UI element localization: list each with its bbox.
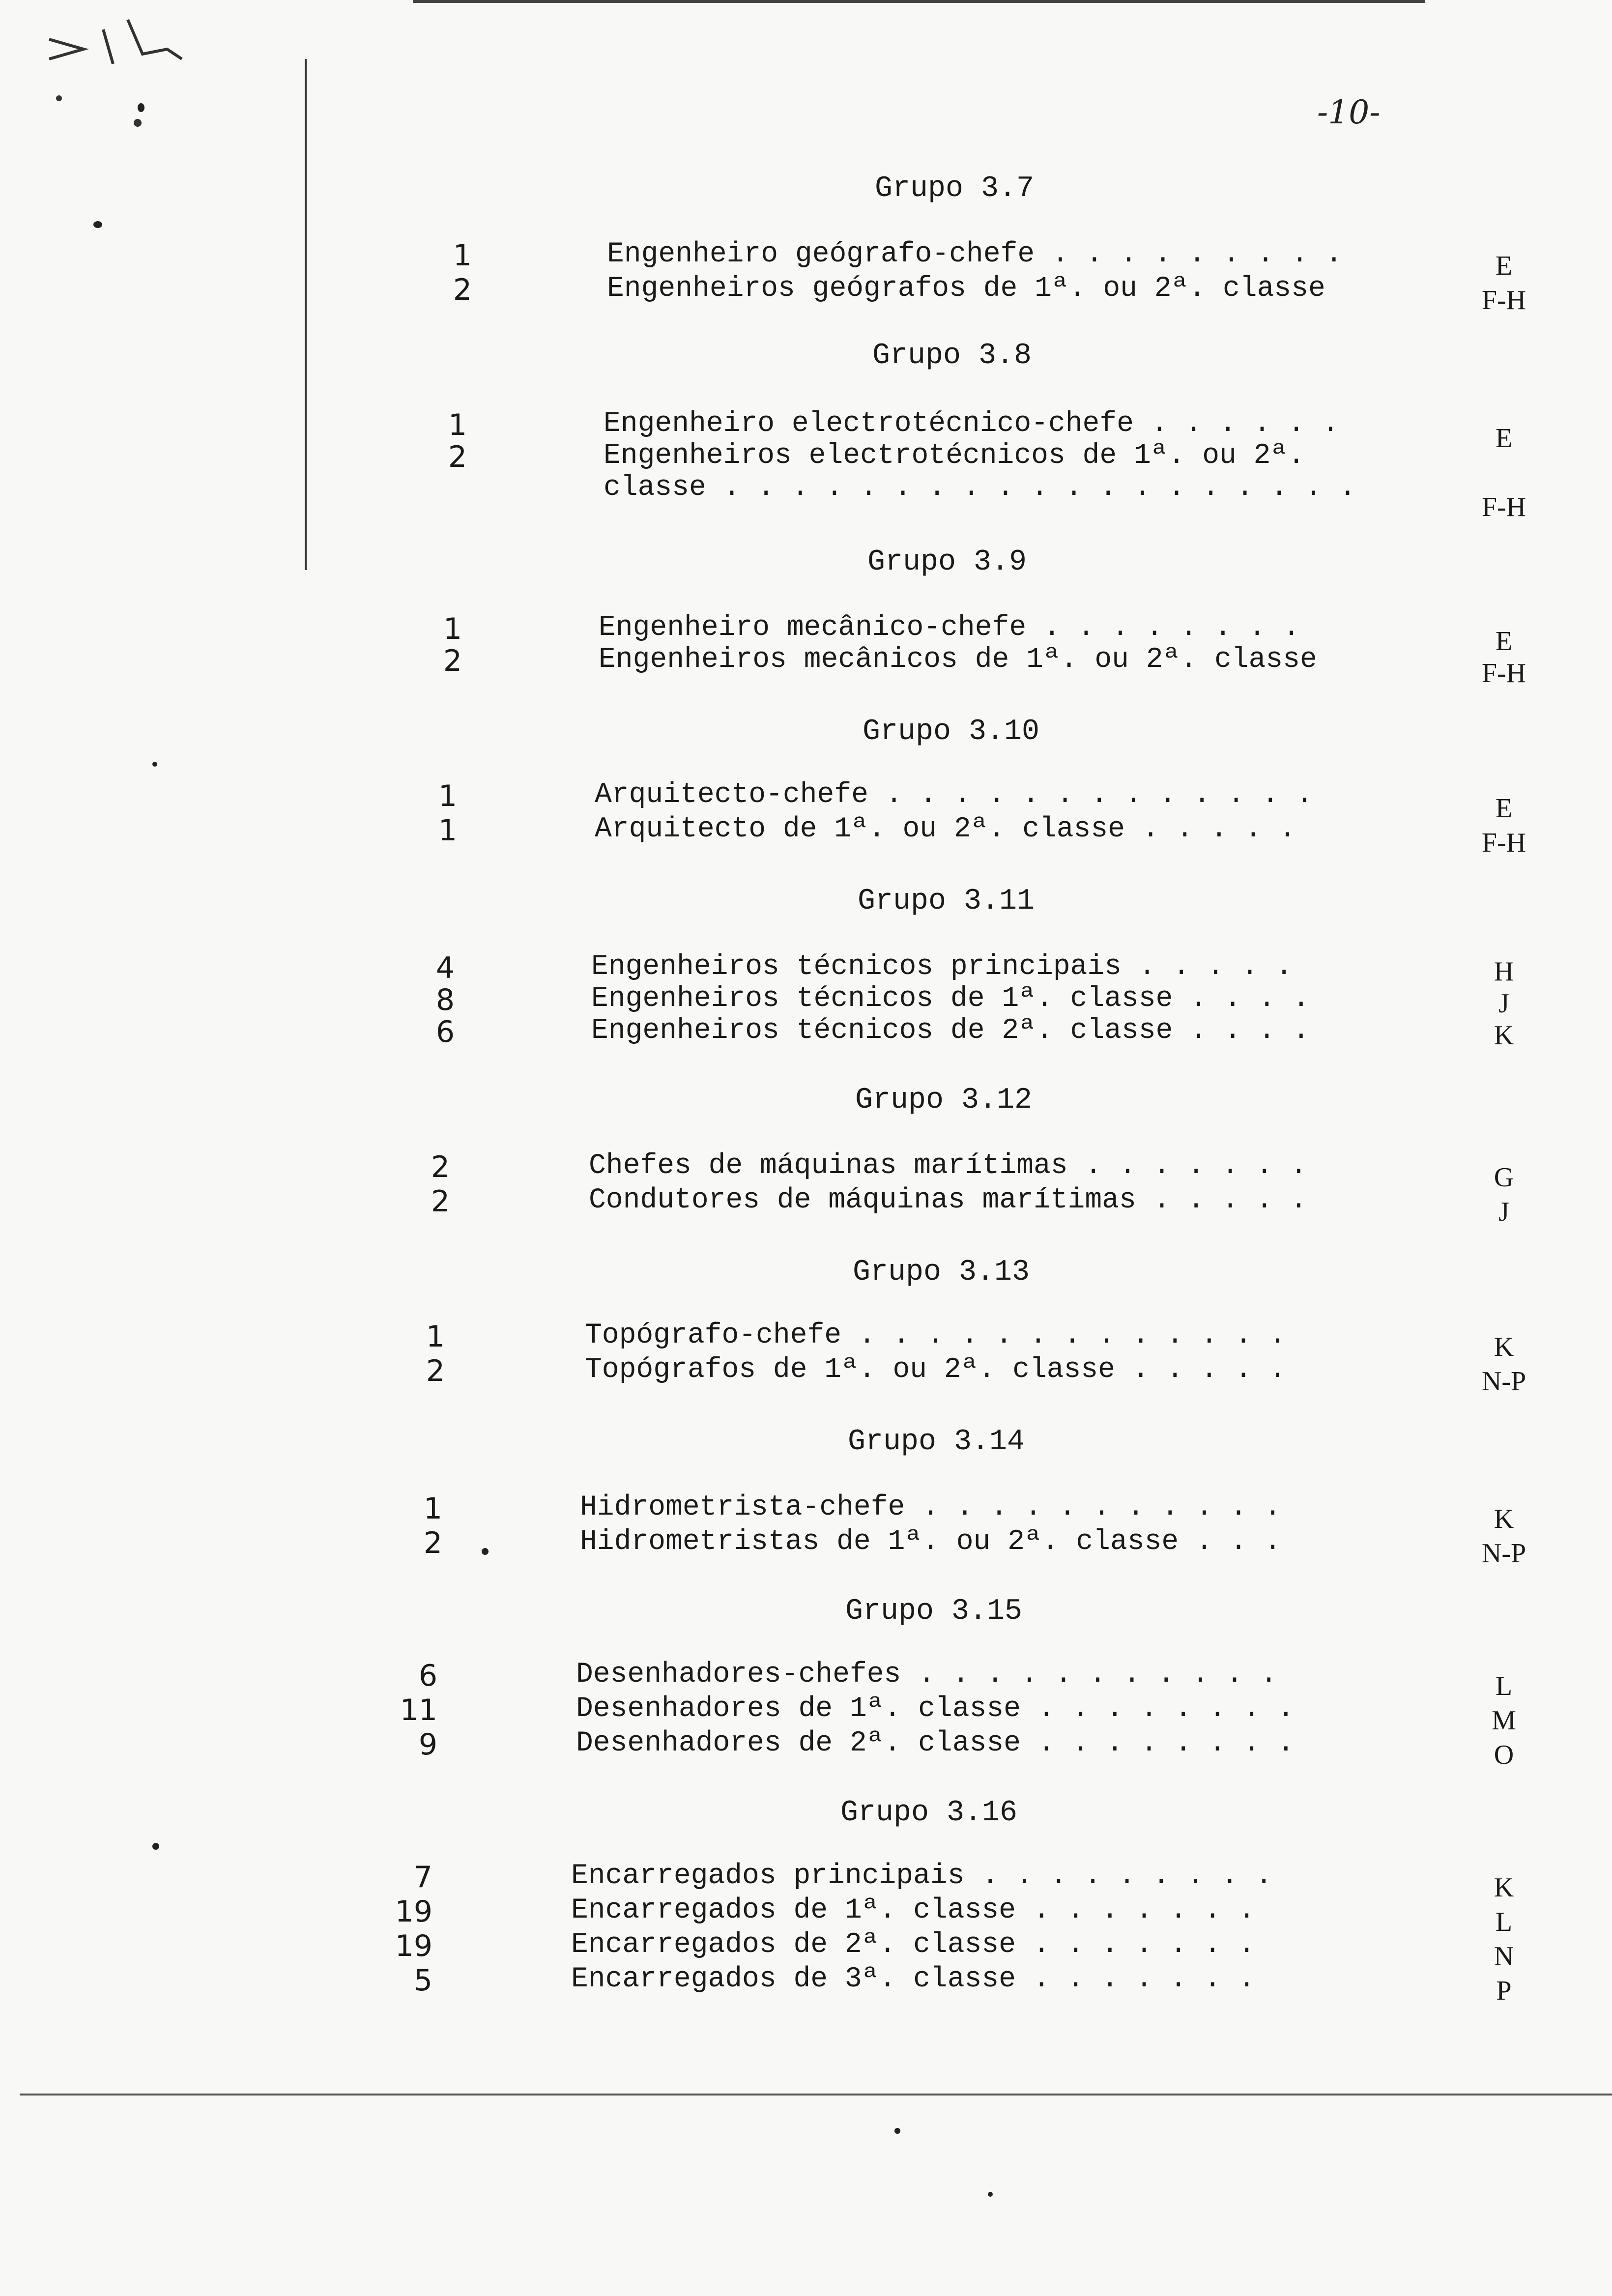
table-row <box>0 1860 1612 1903</box>
quantity: 7 <box>413 1860 432 1894</box>
quantity: 8 <box>435 983 455 1017</box>
table-row <box>0 644 1612 689</box>
position-title: Topógrafo-chefe . . . . . . . . . . . . . <box>585 1320 1287 1351</box>
position-title: Hidrometristas de 1ª. ou 2ª. classe . . . <box>580 1526 1282 1558</box>
salary-letter: F-H <box>1481 828 1526 858</box>
position-title: Engenheiros técnicos de 2ª. classe . . . . <box>591 1015 1310 1047</box>
table-row <box>0 472 1612 522</box>
scan-speck <box>152 1843 159 1850</box>
position-title: Encarregados principais . . . . . . . . . <box>571 1860 1273 1892</box>
table-row <box>0 273 1612 316</box>
salary-letter: K <box>1494 1332 1514 1362</box>
quantity: 6 <box>418 1659 437 1693</box>
quantity: 1 <box>443 612 462 646</box>
table-row <box>0 1354 1612 1397</box>
salary-letter: M <box>1492 1705 1516 1736</box>
group-title: Grupo 3.13 <box>853 1256 1030 1289</box>
salary-letter: N <box>1494 1941 1514 1972</box>
group-title: Grupo 3.10 <box>863 715 1040 748</box>
quantity: 6 <box>435 1015 455 1049</box>
position-title: Encarregados de 1ª. classe . . . . . . . <box>571 1894 1256 1926</box>
scan-speck <box>152 762 157 767</box>
quantity: 1 <box>423 1492 442 1526</box>
position-title: Engenheiros electrotécnicos de 1ª. ou 2ª. <box>604 440 1305 472</box>
salary-letter: F-H <box>1481 285 1526 316</box>
quantity: 5 <box>413 1963 432 1998</box>
quantity: 19 <box>395 1929 432 1963</box>
group-title: Grupo 3.7 <box>875 172 1035 205</box>
quantity: 4 <box>435 951 455 985</box>
table-row <box>0 983 1612 1018</box>
position-title: Chefes de máquinas marítimas . . . . . . . <box>589 1150 1307 1182</box>
position-title: Encarregados de 3ª. classe . . . . . . . <box>571 1963 1256 1995</box>
salary-letter: L <box>1495 1671 1513 1701</box>
scan-speck <box>894 2128 900 2134</box>
group-title: Grupo 3.11 <box>858 885 1035 918</box>
position-title: Arquitecto-chefe . . . . . . . . . . . . . <box>595 779 1313 811</box>
quantity: 2 <box>453 273 472 307</box>
table-row <box>0 1963 1612 2006</box>
group-title: Grupo 3.12 <box>855 1084 1033 1117</box>
position-title: Engenheiros mecânicos de 1ª. ou 2ª. classe <box>599 644 1317 676</box>
table-row <box>0 1727 1612 1770</box>
table-row <box>0 612 1612 657</box>
quantity: 2 <box>423 1526 442 1560</box>
position-title: Engenheiros geógrafos de 1ª. ou 2ª. classe <box>607 273 1325 305</box>
scan-speck <box>93 221 102 228</box>
position-title: Engenheiros técnicos principais . . . . . <box>591 951 1293 983</box>
position-title: Engenheiros técnicos de 1ª. classe . . . . <box>591 983 1310 1015</box>
quantity: 1 <box>448 408 467 442</box>
quantity: 2 <box>448 440 467 474</box>
salary-letter: L <box>1495 1907 1513 1937</box>
salary-letter: O <box>1494 1740 1514 1770</box>
salary-letter: E <box>1495 626 1513 657</box>
table-row <box>0 1492 1612 1534</box>
position-title: Engenheiro mecânico-chefe . . . . . . . . <box>599 612 1300 644</box>
top-rule <box>413 0 1425 3</box>
group-title: Grupo 3.15 <box>845 1595 1023 1628</box>
table-row <box>0 1693 1612 1736</box>
table-row <box>0 813 1612 858</box>
position-title: Engenheiro geógrafo-chefe . . . . . . . . . <box>607 238 1343 270</box>
position-title: Condutores de máquinas marítimas . . . . . <box>589 1184 1307 1216</box>
bottom-rule <box>20 2094 1612 2095</box>
salary-letter: J <box>1498 1197 1509 1227</box>
salary-letter: K <box>1494 1020 1514 1051</box>
position-title: Desenhadores de 1ª. classe . . . . . . . . <box>576 1693 1295 1725</box>
salary-letter: N-P <box>1481 1538 1526 1569</box>
group-title: Grupo 3.14 <box>848 1425 1025 1459</box>
salary-letter: H <box>1494 956 1514 987</box>
position-title: Desenhadores de 2ª. classe . . . . . . . . <box>576 1727 1295 1759</box>
salary-letter: K <box>1494 1872 1514 1903</box>
scan-speck <box>138 103 144 112</box>
table-row <box>0 440 1612 475</box>
table-row <box>0 1184 1612 1227</box>
table-row <box>0 779 1612 824</box>
salary-letter: P <box>1496 1976 1512 2006</box>
group-title: Grupo 3.9 <box>867 545 1027 579</box>
salary-letter: F-H <box>1481 658 1526 689</box>
corner-scribble-mark <box>29 10 206 157</box>
position-title: Topógrafos de 1ª. ou 2ª. classe . . . . . <box>585 1354 1287 1386</box>
table-row <box>0 1320 1612 1362</box>
quantity: 9 <box>418 1727 437 1762</box>
table-row <box>0 1929 1612 1972</box>
salary-letter: G <box>1494 1162 1514 1193</box>
salary-letter: N-P <box>1481 1366 1526 1397</box>
salary-letter: K <box>1494 1504 1514 1534</box>
quantity: 1 <box>438 813 457 848</box>
table-row <box>0 1659 1612 1701</box>
table-row <box>0 1894 1612 1937</box>
position-title: Arquitecto de 1ª. ou 2ª. classe . . . . . <box>595 813 1296 845</box>
table-row <box>0 951 1612 986</box>
page-number: -10- <box>1317 93 1381 131</box>
salary-letter: E <box>1495 793 1513 824</box>
table-row <box>0 238 1612 281</box>
position-title: Hidrometrista-chefe . . . . . . . . . . . <box>580 1492 1282 1523</box>
table-row <box>0 408 1612 454</box>
quantity: 1 <box>426 1320 445 1354</box>
position-title: Engenheiro electrotécnico-chefe . . . . . . <box>604 408 1339 440</box>
quantity: 19 <box>395 1894 432 1929</box>
quantity: 1 <box>438 779 457 813</box>
table-row <box>0 1526 1612 1569</box>
quantity: 2 <box>431 1150 450 1184</box>
quantity: 1 <box>453 238 472 273</box>
salary-letter: E <box>1495 423 1513 454</box>
table-row <box>0 1150 1612 1193</box>
salary-letter: J <box>1498 988 1509 1019</box>
quantity: 2 <box>431 1184 450 1219</box>
salary-letter: E <box>1495 251 1513 281</box>
quantity: 11 <box>400 1693 437 1727</box>
scan-speck <box>988 2192 993 2197</box>
salary-letter: F-H <box>1481 492 1526 522</box>
group-title: Grupo 3.8 <box>872 339 1032 373</box>
position-title: Desenhadores-chefes . . . . . . . . . . . <box>576 1659 1278 1691</box>
table-row <box>0 1015 1612 1050</box>
scan-speck <box>482 1548 489 1555</box>
group-title: Grupo 3.16 <box>840 1796 1018 1830</box>
quantity: 2 <box>426 1354 445 1388</box>
position-title: classe . . . . . . . . . . . . . . . . . . . <box>604 472 1356 504</box>
quantity: 2 <box>443 644 462 678</box>
position-title: Encarregados de 2ª. classe . . . . . . . <box>571 1929 1256 1961</box>
